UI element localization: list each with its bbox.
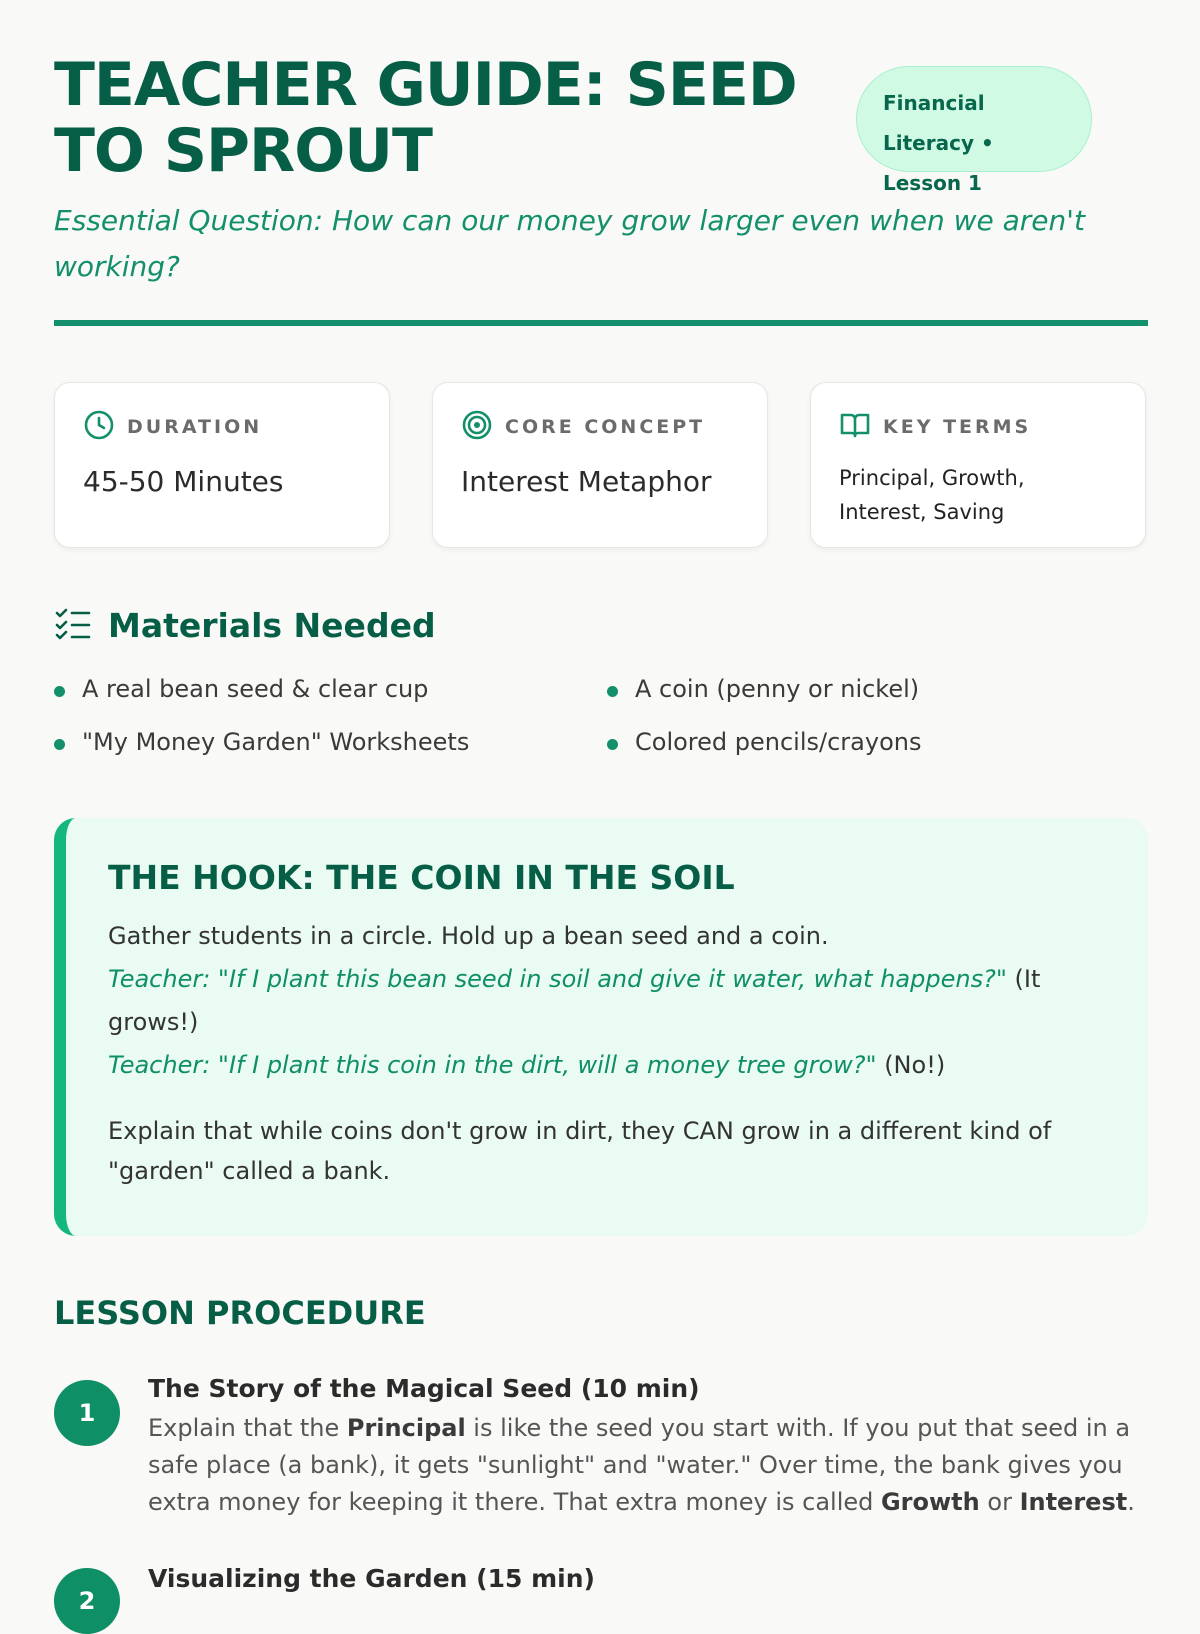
teacher-question: Teacher: "If I plant this bean seed in soil and give it water, what happens?" xyxy=(108,965,1007,993)
materials-title: Materials Needed xyxy=(108,605,436,645)
header-divider xyxy=(54,320,1148,326)
materials-header xyxy=(54,604,436,646)
material-item: A coin (penny or nickel) xyxy=(607,675,919,703)
step-number: 1 xyxy=(54,1380,120,1446)
step-description: Explain that the Principal is like the seed you start with. If you put that seed in a safe place (a bank), it gets "sunlight" and "water." Over time, the bank gives you extra money for keeping it there. That extra money is called Growth or Interest. xyxy=(148,1414,1135,1516)
duration-label: DURATION xyxy=(127,416,263,438)
material-item: Colored pencils/crayons xyxy=(607,728,921,756)
key-terms-value: Principal, Growth, Interest, Saving xyxy=(839,466,1025,524)
material-item: "My Money Garden" Worksheets xyxy=(54,728,469,756)
page-title: TEACHER GUIDE: SEED TO SPROUT xyxy=(54,50,797,186)
step-number: 2 xyxy=(54,1568,120,1634)
duration-card xyxy=(54,382,390,548)
teacher-question: Teacher: "If I plant this coin in the dirt, will a money tree grow?" xyxy=(108,1051,877,1079)
book-icon xyxy=(839,409,871,445)
core-concept-value: Interest Metaphor xyxy=(461,465,712,498)
material-item: A real bean seed & clear cup xyxy=(54,675,428,703)
badge-subject: Financial Literacy • xyxy=(883,91,994,155)
key-terms-card xyxy=(810,382,1146,548)
hook-panel xyxy=(54,818,1148,1236)
checklist-icon xyxy=(54,604,92,646)
target-icon xyxy=(461,409,493,445)
core-concept-card xyxy=(432,382,768,548)
clock-icon xyxy=(83,409,115,445)
hook-title: THE HOOK: THE COIN IN THE SOIL xyxy=(108,858,735,897)
student-answer: (No!) xyxy=(876,1051,946,1079)
term-interest: Interest xyxy=(1019,1488,1128,1516)
lesson-badge xyxy=(856,66,1092,195)
badge-lesson: Lesson 1 xyxy=(883,171,982,195)
procedure-title: LESSON PROCEDURE xyxy=(54,1294,426,1332)
student-answer: (It grows!) xyxy=(108,965,1041,1036)
duration-value: 45-50 Minutes xyxy=(83,465,284,498)
key-terms-label: KEY TERMS xyxy=(883,416,1032,438)
core-concept-label: CORE CONCEPT xyxy=(505,416,706,438)
step-title: The Story of the Magical Seed (10 min) xyxy=(148,1374,700,1403)
term-growth: Growth xyxy=(880,1488,980,1516)
hook-intro: Gather students in a circle. Hold up a bean seed and a coin. xyxy=(108,922,829,950)
step-title: Visualizing the Garden (15 min) xyxy=(148,1564,595,1593)
hook-question-2 xyxy=(108,1044,1108,1087)
hook-explanation: Explain that while coins don't grow in dirt, they CAN grow in a different kind of "garden" called a bank. xyxy=(108,1117,1052,1185)
essential-question: Essential Question: How can our money grow larger even when we aren't working? xyxy=(54,204,1085,283)
hook-question-1 xyxy=(108,958,1108,1044)
term-principal: Principal xyxy=(346,1414,466,1442)
